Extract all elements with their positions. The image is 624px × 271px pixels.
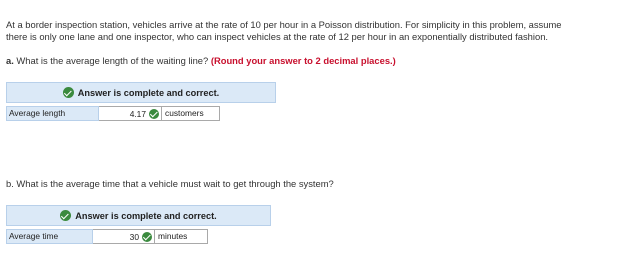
problem-intro-line-1: At a border inspection station, vehicles arrive at the rate of 10 per hour in a Poisson distribution. For simplicity in this problem, assume: [6, 19, 562, 30]
part-a-question-text: What is the average length of the waiting line?: [13, 55, 211, 66]
check-circle-icon: [63, 87, 74, 98]
check-circle-icon: [60, 210, 71, 221]
correct-check-icon: [149, 109, 159, 119]
average-length-unit: customers: [162, 106, 220, 121]
part-a-rounding-instruction: (Round your answer to 2 decimal places.): [210, 55, 396, 66]
correct-check-icon: [142, 232, 152, 242]
part-a-letter: a.: [6, 55, 14, 66]
average-time-unit: minutes: [155, 229, 208, 244]
problem-intro-line-2: there is only one lane and one inspector, who can inspect vehicles at the rate of 12 per hour in an exponentially distributed fashion.: [6, 31, 549, 42]
part-a-result-text: Answer is complete and correct.: [77, 87, 220, 98]
part-b-result-text: Answer is complete and correct.: [75, 210, 217, 221]
part-a-answer-row: [6, 106, 220, 121]
average-length-label: Average length: [6, 106, 99, 121]
average-time-input[interactable]: [93, 229, 155, 244]
average-time-label: Average time: [6, 229, 93, 244]
part-b-result-banner: [6, 205, 271, 226]
part-a-question: [6, 55, 396, 67]
part-b-question: b. What is the average time that a vehicle must wait to get through the system?: [6, 178, 334, 189]
part-a-result-banner: [6, 82, 276, 103]
part-b-answer-row: [6, 229, 208, 244]
average-length-value: 4.17: [129, 108, 146, 119]
average-time-value: 30: [129, 231, 139, 242]
average-length-input[interactable]: [99, 106, 162, 121]
